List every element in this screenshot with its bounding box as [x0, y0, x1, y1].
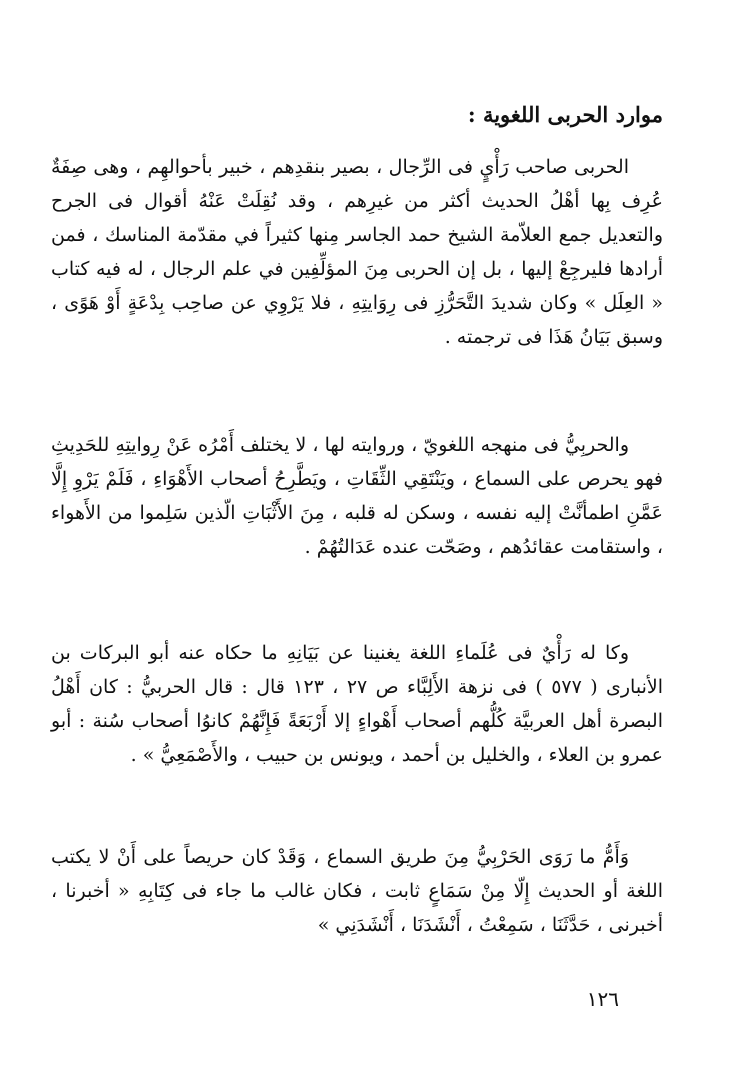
paragraph-4: وَأَمُّ ما رَوَى الحَرْبِيُّ مِنَ طريق السماع ، وَقَدْ كان حريصاً على أَنْ لا يكتب اللغة أو الحديث إِلّا مِنْ سَمَاعٍ ثابت ، فكان غالب ما جاء فى كِتَابِهِ « أخبرنا ، أخبرنى ، حَدَّثَنَا ، سَمِعْتُ ، أَنْشَدَنَا ، أَنْشَدَنِي » [51, 846, 663, 936]
section-heading: موارد الحربى اللغوية : [467, 102, 663, 127]
paragraph-1: الحربى صاحب رَأْيٍ فى الرِّجال ، بصير بنقدِهم ، خبير بأحوالهِم ، وهى صِفَةٌ عُرِف بِها أهْلُ الحديث أكثر من غيرِهم ، وقد نُقِلَتْ عَنْهُ أقوال فى الجرح والتعديل جمع العلاّمة الشيخ حمد الجاسر مِنها كثيراً في مقدّمة المناسك ، فمن أرادها فليرجِعْ إليها ، بل إن الحربى مِنَ المؤلِّفِين في علم الرجال ، له فيه كتاب « العِلَل » وكان شديدَ التَّحَرُّزِ فى رِوَايتِهِ ، فلا يَرْوِي عن صاحِب بِدْعَةٍ أَوْ هَوًى ، وسبق بَيَانُ هَذَا فى ترجمته . [51, 156, 663, 348]
paragraph-3: وكا له رَأْيٌ فى عُلَماءِ اللغة يغنينا عن بَيَانِهِ ما حكاه عنه أبو البركات بن الأنبارى ( ٥٧٧ ) فى نزهة الأَلِبَّاء ص ٢٧ ، ١٢٣ قال : قال الحربيُّ : كان أَهْلُ البصرة أهل العربيَّة كُلُّهم أصحاب أَهْواءٍ إلا أَرْبَعَةً فَإِنَّهُمْ كانوُا أصحاب سُنة : أبو عمرو بن العلاء ، والخليل بن أحمد ، ويونس بن حبيب ، والأَصْمَعِيُّ » . [51, 642, 663, 766]
paragraph-2: والحربِيُّ فى منهجه اللغويّ ، وروايته لها ، لا يختلف أَمْرُه عَنْ رِوايتِهِ للحَدِيثِ فهو يحرص على السماع ، ويَنْتَقِي الثِّقَاتِ ، ويَطَّرِحُ أصحاب الأَهْوَاءِ ، فَلَمْ يَرْوِ إِلَّا عَمَّنِ اطمأنَّتْ إليه نفسه ، وسكن له قلبه ، مِنَ الأَثْبَاتِ الّذين سَلِموا من الأَهواء ، واستقامت عقائدُهم ، وصَحّت عنده عَدَالتُهُمْ . [51, 434, 663, 558]
page-number: ١٢٦ [586, 987, 619, 1011]
